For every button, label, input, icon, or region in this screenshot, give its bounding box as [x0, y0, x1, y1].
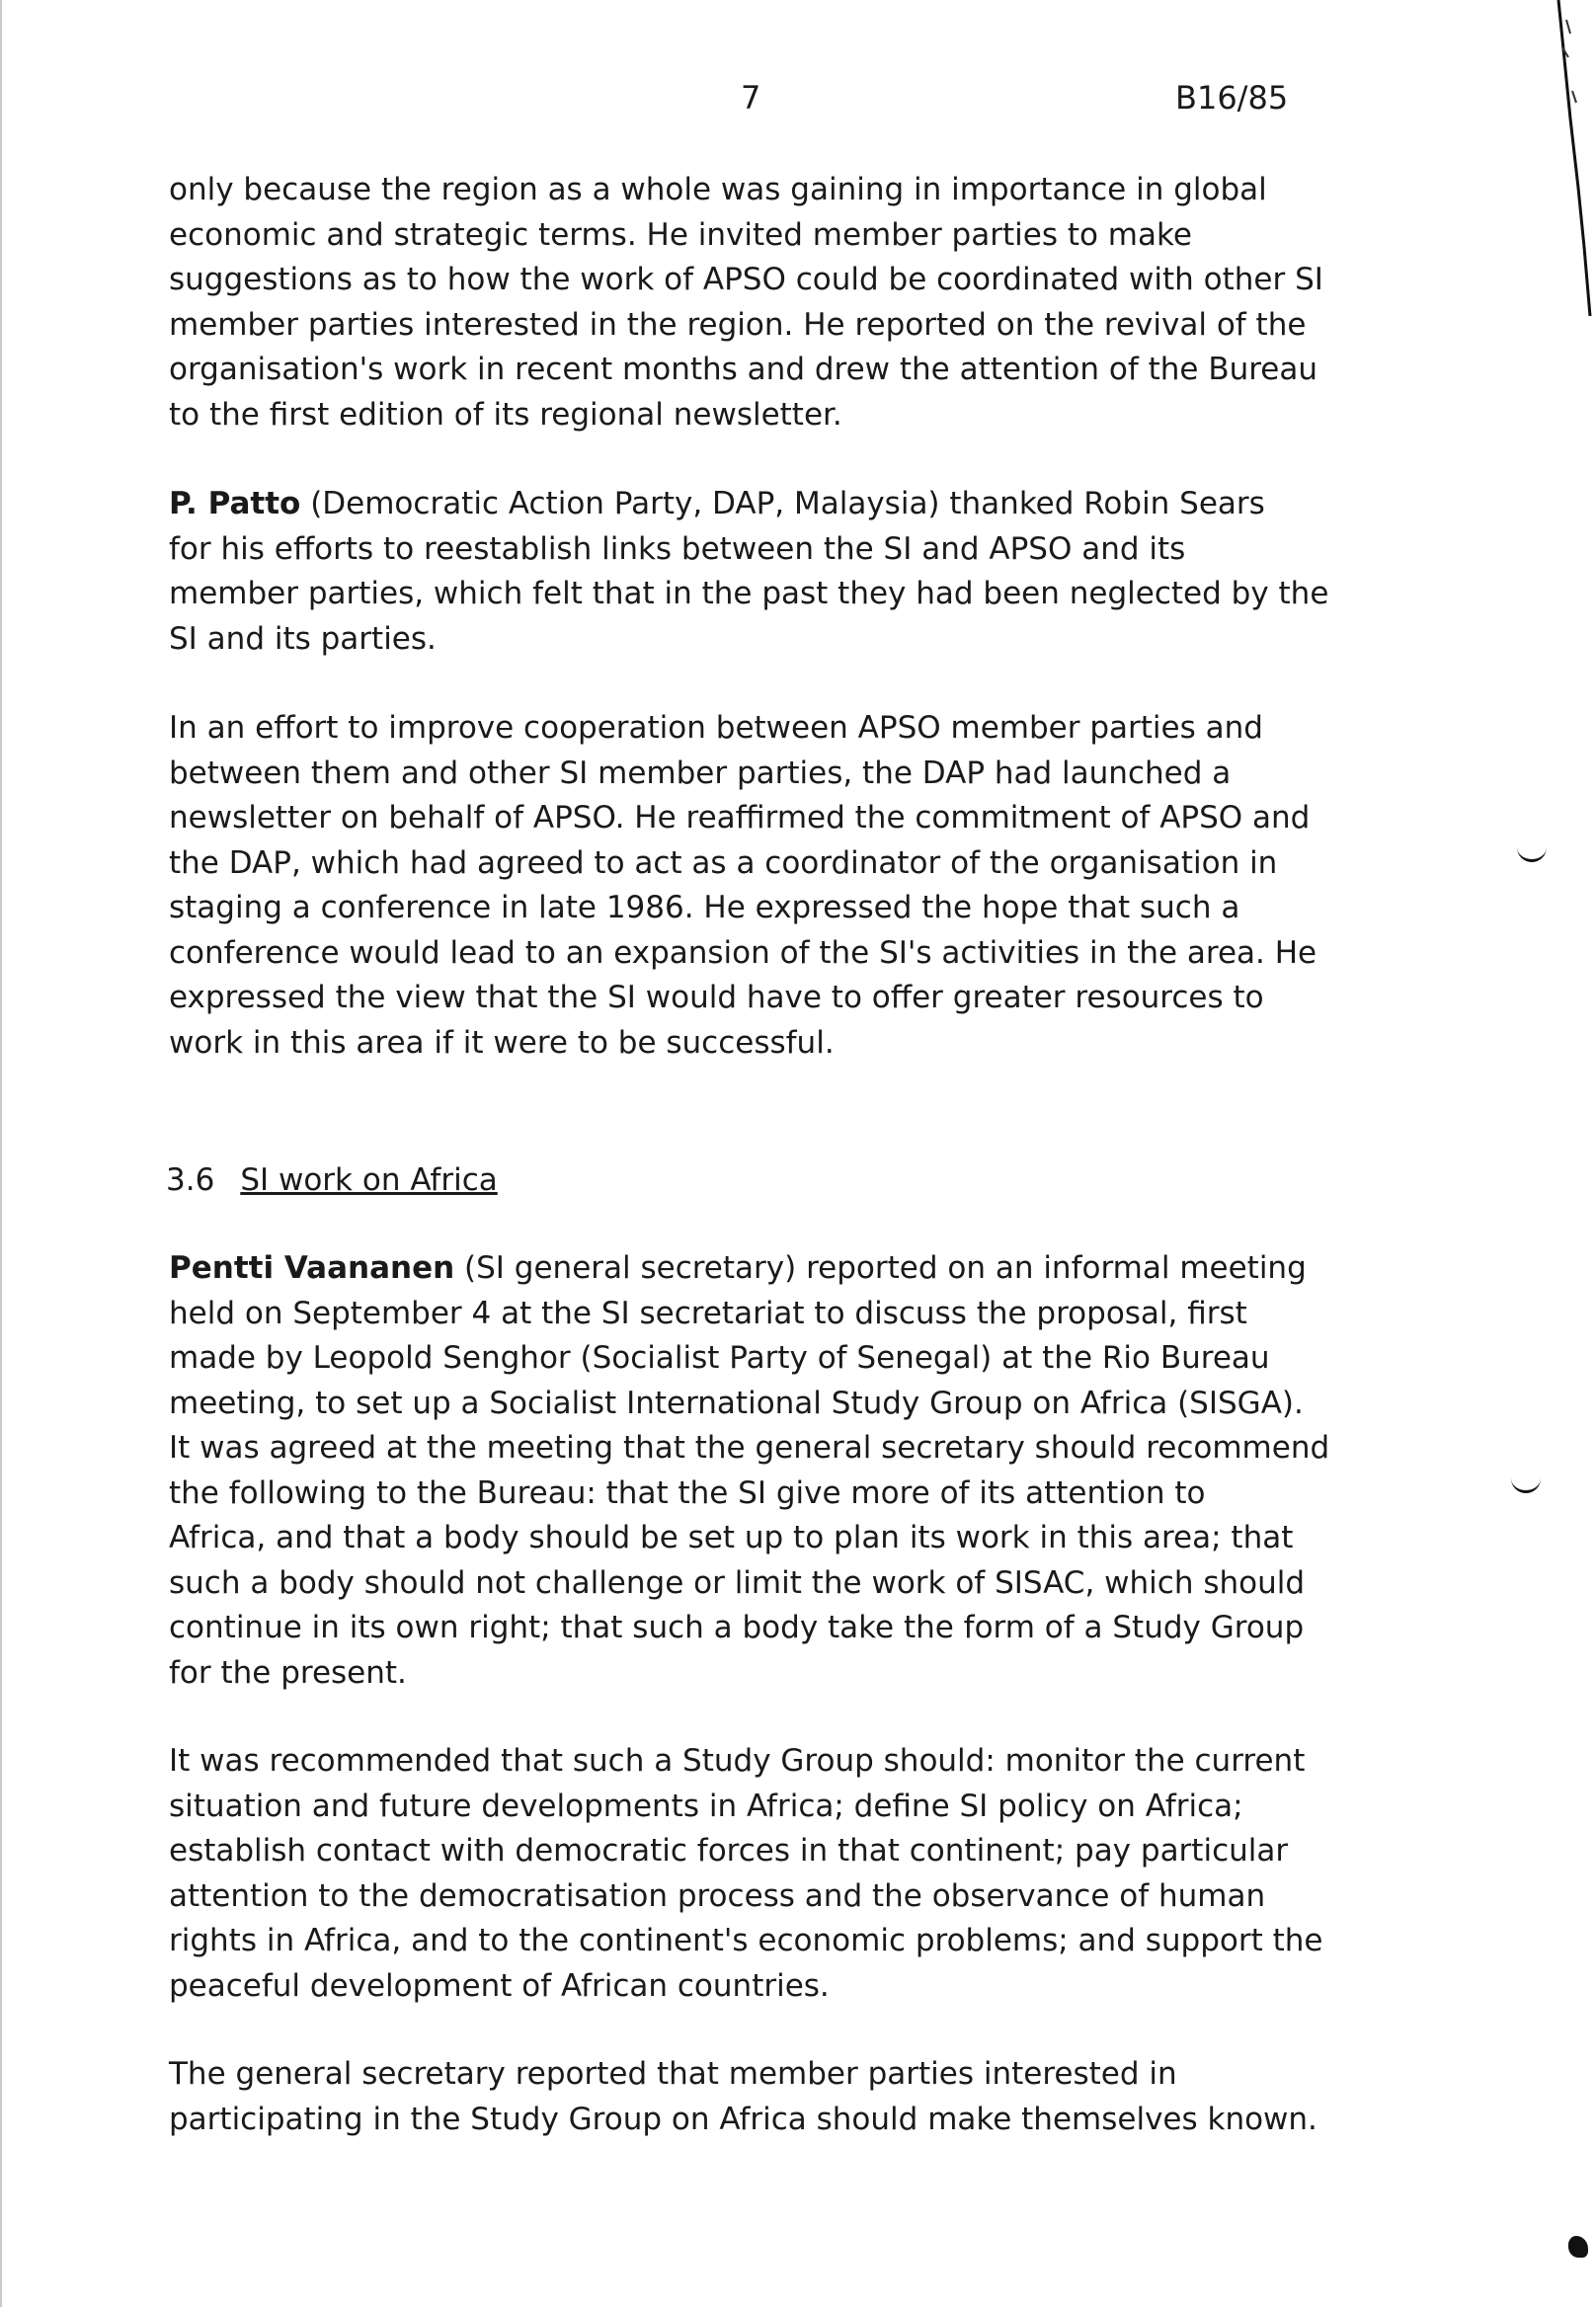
text-line: only because the region as a whole was gaining in importance in global [169, 172, 1267, 207]
text-line: The general secretary reported that member parties interested in [169, 2056, 1177, 2092]
text-line: situation and future developments in Africa; define SI policy on Africa; [169, 1788, 1243, 1824]
paragraph-dap-newsletter [169, 706, 1394, 1066]
text-line: member parties, which felt that in the past they had been neglected by the [169, 576, 1329, 611]
scan-edge [0, 0, 2, 2307]
text-line: staging a conference in late 1986. He expressed the hope that such a [169, 890, 1240, 925]
text-line: the following to the Bureau: that the SI give more of its attention to [169, 1474, 1206, 1511]
text-line: organisation's work in recent months and drew the attention of the Bureau [169, 352, 1318, 387]
text-line: meeting, to set up a Socialist International Study Group on Africa (SISGA). [169, 1385, 1304, 1421]
text-line: expressed the view that the SI would have to offer greater resources to [169, 980, 1264, 1015]
text-line: made by Leopold Senghor (Socialist Party of Senegal) at the Rio Bureau [169, 1340, 1270, 1376]
scan-scratch-mark [1556, 0, 1596, 326]
text-line: the DAP, which had agreed to act as a coordinator of the organisation in [169, 844, 1278, 881]
text-line: attention to the democratisation process and the observance of human [169, 1877, 1266, 1914]
section-number: 3.6 [166, 1162, 215, 1198]
text-line: In an effort to improve cooperation between APSO member parties and [169, 710, 1263, 746]
text-line: It was agreed at the meeting that the general secretary should recommend [169, 1430, 1330, 1466]
text-line: rights in Africa, and to the continent's economic problems; and support the [169, 1923, 1323, 1958]
paragraph-apso-continuation [169, 168, 1394, 438]
text-line: SI and its parties. [169, 620, 437, 657]
paragraph-study-group-recommendations [169, 1739, 1394, 2009]
text-line: economic and strategic terms. He invited member parties to make [169, 216, 1192, 253]
paragraph-participation [169, 2052, 1394, 2142]
paragraph-patto [169, 482, 1394, 662]
text-line: peaceful development of African countries. [169, 1967, 830, 2004]
text-line: for his efforts to reestablish links between the SI and APSO and its [169, 530, 1186, 567]
text-line: member parties interested in the region. He reported on the revival of the [169, 306, 1307, 343]
text-line: continue in its own right; that such a body take the form of a Study Group [169, 1610, 1305, 1645]
scan-blot [1568, 2236, 1588, 2258]
text-line [169, 482, 1394, 527]
text-line: participating in the Study Group on Africa should make themselves known. [169, 2101, 1317, 2137]
text-line: conference would lead to an expansion of the SI's activities in the area. He [169, 934, 1317, 971]
text-line: between them and other SI member parties, the DAP had launched a [169, 755, 1232, 791]
text-line: to the first edition of its regional newsletter. [169, 396, 842, 433]
section-title: SI work on Africa [240, 1162, 498, 1198]
text-line: work in this area if it were to be successful. [169, 1024, 835, 1061]
text-line: establish contact with democratic forces in that continent; pay particular [169, 1833, 1289, 1869]
margin-tick-mark [1511, 1478, 1541, 1493]
text-line [169, 1246, 1394, 1292]
text-line: suggestions as to how the work of APSO could be coordinated with other SI [169, 262, 1323, 297]
document-reference: B16/85 [1175, 79, 1289, 117]
text-line: held on September 4 at the SI secretariat to discuss the proposal, first [169, 1295, 1247, 1331]
text-line: for the present. [169, 1654, 407, 1691]
text-line: such a body should not challenge or limit the work of SISAC, which should [169, 1564, 1306, 1601]
section-heading [166, 1158, 498, 1203]
page-number: 7 [741, 79, 761, 117]
text-line: Africa, and that a body should be set up to plan its work in this area; that [169, 1520, 1294, 1555]
text-line: It was recommended that such a Study Group should: monitor the current [169, 1743, 1306, 1779]
margin-tick-mark [1517, 847, 1547, 862]
text-line: newsletter on behalf of APSO. He reaffirmed the commitment of APSO and [169, 800, 1311, 835]
paragraph-vaananen [169, 1246, 1394, 1696]
speaker-name: P. Patto [169, 486, 301, 521]
text-fragment: (SI general secretary) reported on an informal meeting [454, 1250, 1307, 1286]
speaker-name: Pentti Vaananen [169, 1250, 455, 1286]
text-fragment: (Democratic Action Party, DAP, Malaysia) thanked Robin Sears [300, 486, 1265, 521]
